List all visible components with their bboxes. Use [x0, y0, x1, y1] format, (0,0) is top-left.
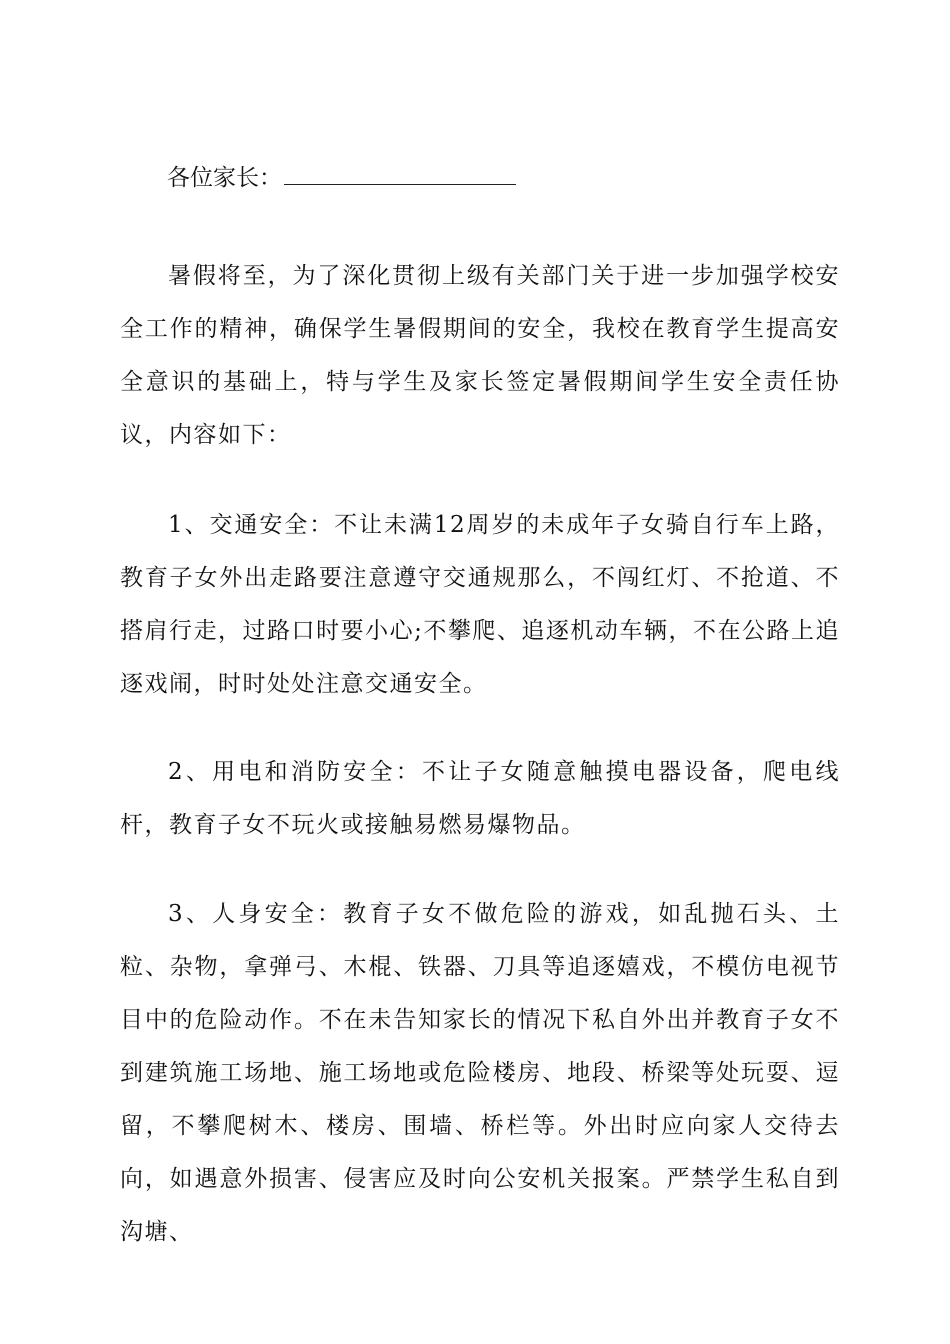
intro-paragraph: 暑假将至，为了深化贯彻上级有关部门关于进一步加强学校安全工作的精神，确保学生暑假期间的安全，我校在教育学生提高安全意识的基础上，特与学生及家长签定暑假期间学生安全责任协议，内容如下： [120, 263, 840, 448]
electric-fire-safety-paragraph: 2、用电和消防安全：不让子女随意触摸电器设备，爬电线杆，教育子女不玩火或接触易燃易爆物品。 [120, 759, 840, 838]
salutation-text: 各位家长： [167, 165, 282, 191]
parent-name-blank-line [284, 162, 516, 185]
traffic-safety-paragraph: 1、交通安全：不让未满12周岁的未成年子女骑自行车上路，教育子女外出走路要注意遵守交通规那么，不闯红灯、不抢道、不搭肩行走，过路口时要小心;不攀爬、追逐机动车辆，不在公路上追逐戏闹，时时处处注意交通安全。 [120, 512, 840, 697]
personal-safety-paragraph: 3、人身安全：教育子女不做危险的游戏，如乱抛石头、土粒、杂物，拿弹弓、木棍、铁器、刀具等追逐嬉戏，不模仿电视节目中的危险动作。不在未告知家长的情况下私自外出并教育子女不到建筑施工场地、施工场地或危险楼房、地段、桥梁等处玩耍、逗留，不攀爬树木、楼房、围墙、桥栏等。外出时应向家人交待去向，如遇意外损害、侵害应及时向公安机关报案。严禁学生私自到沟塘、 [120, 901, 840, 1245]
salutation [167, 160, 516, 196]
